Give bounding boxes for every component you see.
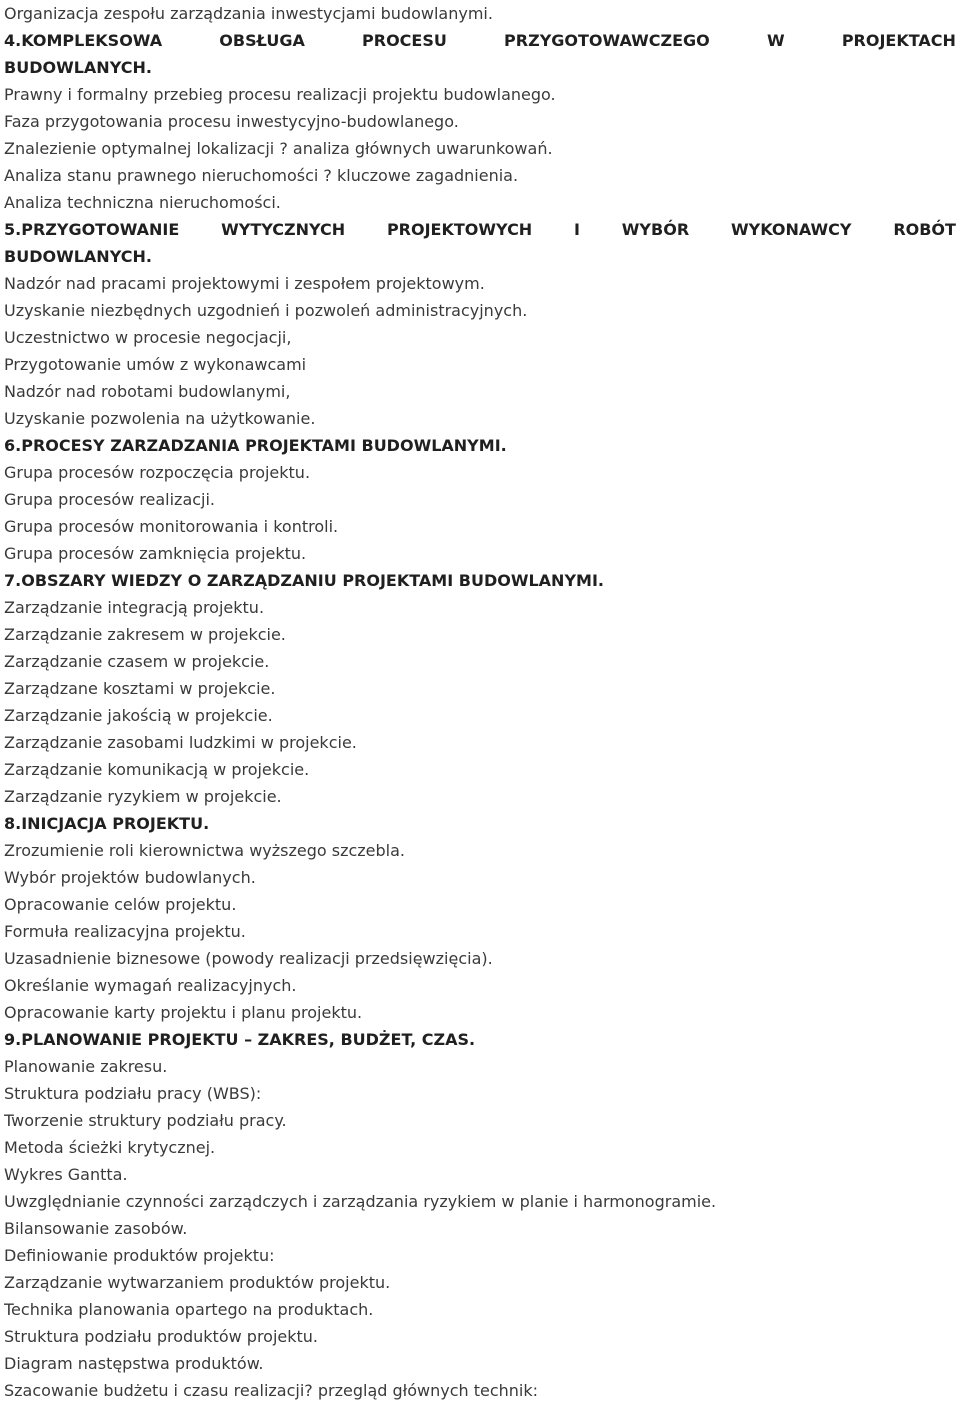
text-line: Prawny i formalny przebieg procesu realizacji projektu budowlanego.	[4, 85, 556, 104]
text-line: Zarządzane kosztami w projekcie.	[4, 679, 276, 698]
text-line: Tworzenie struktury podziału pracy.	[4, 1111, 287, 1130]
section-heading: BUDOWLANYCH.	[4, 247, 152, 266]
text-line: Grupa procesów monitorowania i kontroli.	[4, 517, 339, 536]
section-heading: 8.INICJACJA PROJEKTU.	[4, 814, 210, 833]
heading-word: PROJEKTACH	[841, 31, 956, 50]
text-line: Diagram następstwa produktów.	[4, 1354, 264, 1373]
text-line: Uzasadnienie biznesowe (powody realizacji przedsięwzięcia).	[4, 949, 493, 968]
text-line: Zarządzanie zasobami ludzkimi w projekcie.	[4, 733, 357, 752]
text-line: Przygotowanie umów z wykonawcami	[4, 355, 307, 374]
section-heading: 9.PLANOWANIE PROJEKTU – ZAKRES, BUDŻET, CZAS.	[4, 1030, 476, 1049]
text-line: Opracowanie celów projektu.	[4, 895, 237, 914]
text-line: Zarządzanie wytwarzaniem produktów projektu.	[4, 1273, 391, 1292]
text-line: Zarządzanie jakością w projekcie.	[4, 706, 273, 725]
text-line: Uwzględnianie czynności zarządczych i zarządzania ryzykiem w planie i harmonogramie.	[4, 1192, 717, 1211]
section-heading: 6.PROCESY ZARZADZANIA PROJEKTAMI BUDOWLANYMI.	[4, 436, 507, 455]
text-line: Zarządzanie integracją projektu.	[4, 598, 265, 617]
text-line: Analiza stanu prawnego nieruchomości ? kluczowe zagadnienia.	[4, 166, 519, 185]
text-line: Określanie wymagań realizacyjnych.	[4, 976, 297, 995]
heading-word: PROCESU	[362, 31, 447, 50]
text-line: Wykres Gantta.	[4, 1165, 128, 1184]
text-line: Nadzór nad pracami projektowymi i zespołem projektowym.	[4, 274, 485, 293]
text-line: Struktura podziału pracy (WBS):	[4, 1084, 262, 1103]
heading-word: PRZYGOTOWAWCZEGO	[504, 31, 710, 50]
text-line: Organizacja zespołu zarządzania inwestycjami budowlanymi.	[4, 4, 493, 23]
heading-word: WYBÓR	[621, 220, 690, 239]
text-line: Zarządzanie komunikacją w projekcie.	[4, 760, 310, 779]
section-heading	[4, 216, 956, 243]
text-line: Grupa procesów realizacji.	[4, 490, 216, 509]
text-line: Zarządzanie czasem w projekcie.	[4, 652, 270, 671]
document-body	[4, 0, 956, 1404]
text-line: Analiza techniczna nieruchomości.	[4, 193, 281, 212]
heading-word: W	[766, 31, 785, 50]
text-line: Grupa procesów rozpoczęcia projektu.	[4, 463, 311, 482]
heading-word: 4.KOMPLEKSOWA	[4, 31, 163, 50]
section-heading	[4, 27, 956, 54]
heading-word: WYKONAWCY	[730, 220, 852, 239]
text-line: Znalezienie optymalnej lokalizacji ? analiza głównych uwarunkowań.	[4, 139, 553, 158]
heading-word: 5.PRZYGOTOWANIE	[4, 220, 180, 239]
text-line: Uzyskanie niezbędnych uzgodnień i pozwoleń administracyjnych.	[4, 301, 528, 320]
text-line: Metoda ścieżki krytycznej.	[4, 1138, 216, 1157]
text-line: Bilansowanie zasobów.	[4, 1219, 188, 1238]
text-line: Definiowanie produktów projektu:	[4, 1246, 275, 1265]
text-line: Szacowanie budżetu i czasu realizacji? przegląd głównych technik:	[4, 1381, 539, 1400]
text-line: Planowanie zakresu.	[4, 1057, 168, 1076]
text-line: Opracowanie karty projektu i planu projektu.	[4, 1003, 363, 1022]
heading-word: WYTYCZNYCH	[221, 220, 346, 239]
text-line: Zrozumienie roli kierownictwa wyższego szczebla.	[4, 841, 406, 860]
heading-word: I	[574, 220, 580, 239]
heading-word: PROJEKTOWYCH	[386, 220, 533, 239]
text-line: Struktura podziału produktów projektu.	[4, 1327, 319, 1346]
text-line: Formuła realizacyjna projektu.	[4, 922, 246, 941]
text-line: Uczestnictwo w procesie negocjacji,	[4, 328, 292, 347]
heading-word: ROBÓT	[893, 220, 956, 239]
heading-word: OBSŁUGA	[219, 31, 305, 50]
text-line: Grupa procesów zamknięcia projektu.	[4, 544, 307, 563]
text-line: Zarządzanie zakresem w projekcie.	[4, 625, 286, 644]
text-line: Zarządzanie ryzykiem w projekcie.	[4, 787, 282, 806]
text-line: Nadzór nad robotami budowlanymi,	[4, 382, 291, 401]
text-line: Uzyskanie pozwolenia na użytkowanie.	[4, 409, 316, 428]
text-line: Wybór projektów budowlanych.	[4, 868, 256, 887]
section-heading: 7.OBSZARY WIEDZY O ZARZĄDZANIU PROJEKTAMI BUDOWLANYMI.	[4, 571, 604, 590]
section-heading: BUDOWLANYCH.	[4, 58, 152, 77]
text-line: Technika planowania opartego na produktach.	[4, 1300, 374, 1319]
text-line: Faza przygotowania procesu inwestycyjno-budowlanego.	[4, 112, 459, 131]
